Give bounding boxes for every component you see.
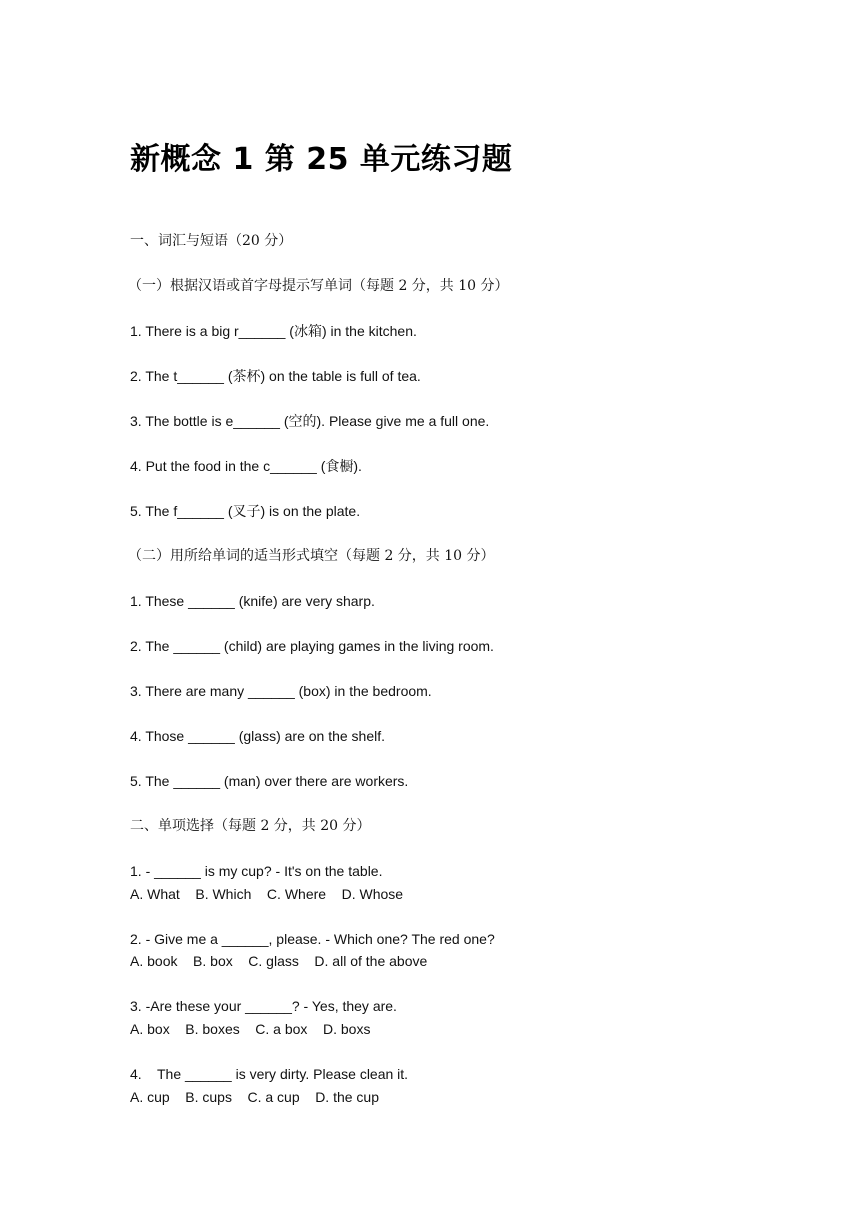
list-item: 5. The ______ (man) over there are workers. — [130, 773, 409, 789]
list-item: 1. There is a big r______ (冰箱) in the kitchen. — [130, 323, 417, 339]
question-text: 1. - ______ is my cup? - It's on the table. — [130, 863, 383, 879]
question-options: A. box B. boxes C. a box D. boxs — [130, 1021, 371, 1037]
list-item: 4. Put the food in the c______ (食橱). — [130, 458, 362, 474]
question-options: A. book B. box C. glass D. all of the above — [130, 953, 428, 969]
list-item: 1. These ______ (knife) are very sharp. — [130, 593, 375, 609]
question-text: 4. The ______ is very dirty. Please clean it. — [130, 1066, 409, 1082]
question-options: A. cup B. cups C. a cup D. the cup — [130, 1089, 380, 1105]
section2-heading: 二、单项选择（每题 2 分，共 20 分） — [130, 818, 371, 834]
page-title: 新概念 1 第 25 单元练习题 — [130, 142, 513, 177]
list-item: 3. The bottle is e______ (空的). Please give me a full one. — [130, 413, 490, 429]
question-text: 3. -Are these your ______? - Yes, they are. — [130, 998, 397, 1014]
list-item: 2. The t______ (茶杯) on the table is full of tea. — [130, 368, 421, 384]
question-options: A. What B. Which C. Where D. Whose — [130, 886, 404, 902]
part1-heading: （一）根据汉语或首字母提示写单词（每题 2 分，共 10 分） — [128, 278, 509, 294]
question-text: 2. - Give me a ______, please. - Which one? The red one? — [130, 931, 495, 947]
section1-heading: 一、词汇与短语（20 分） — [130, 233, 293, 249]
list-item: 3. There are many ______ (box) in the bedroom. — [130, 683, 432, 699]
part2-heading: （二）用所给单词的适当形式填空（每题 2 分，共 10 分） — [128, 548, 495, 564]
list-item: 4. Those ______ (glass) are on the shelf. — [130, 728, 386, 744]
list-item: 2. The ______ (child) are playing games in the living room. — [130, 638, 494, 654]
list-item: 5. The f______ (叉子) is on the plate. — [130, 503, 361, 519]
